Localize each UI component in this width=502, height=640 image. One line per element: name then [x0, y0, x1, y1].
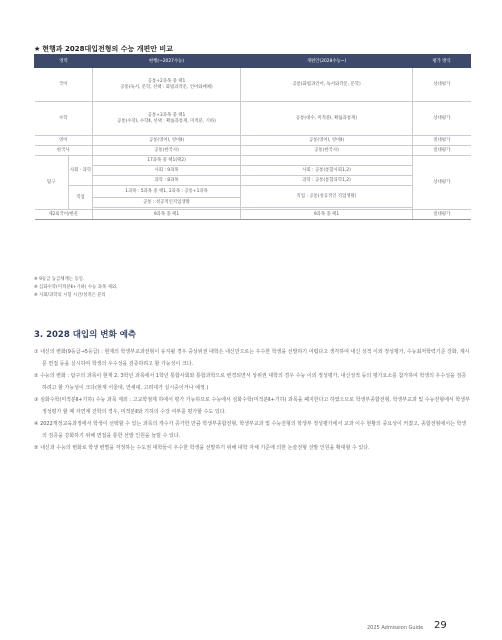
- eval-cell: 절대평가: [413, 136, 471, 146]
- table-row-inquiry-2: [35, 166, 471, 176]
- new-cell: 직업 : 공통(성공적인 직업생활): [241, 186, 413, 208]
- table-row-inquiry-3: [35, 176, 471, 186]
- eval-cell: 절대평가: [413, 146, 471, 156]
- section-heading: 3. 2028 대입의 변화 예측: [34, 330, 137, 340]
- current-cell: 1과목 : 5과목 중 택1, 2과목 : 공통+1과목: [93, 186, 241, 198]
- star-icon: ★: [34, 45, 41, 53]
- note-line: ※ 9등급 등급체계는 동일.: [34, 277, 85, 282]
- table-row-inquiry-4: [35, 186, 471, 198]
- prediction-list: [34, 346, 470, 454]
- current-cell: [93, 68, 241, 102]
- eval-cell: 상대평가: [413, 156, 471, 210]
- header-new: 개편안(2028수능~): [241, 55, 413, 68]
- area-cell: 제2외국어/한문: [35, 210, 93, 220]
- current-cell: 공통(한국사): [93, 146, 241, 156]
- new-cell: [241, 156, 413, 166]
- header-current: 현행(~2027수능): [93, 55, 241, 68]
- new-cell: 사회 : 공통(통합사회1,2): [241, 166, 413, 176]
- current-cell: 17과목 중 택1(택2): [93, 156, 241, 166]
- comparison-table: [34, 54, 471, 220]
- area-cell: 영어: [35, 136, 93, 146]
- current-cell: 공통 : 성공적인직업생활: [93, 198, 241, 208]
- page-number: 29: [434, 620, 447, 631]
- new-cell: 공통(대수, 미적분Ⅰ, 확률과통계): [241, 102, 413, 136]
- table-section-title: [34, 44, 173, 54]
- prediction-item: ④ 2022개정교육과정에서 학생이 선택할 수 있는 과목의 개수가 증가한 만큼 학생부종합전형, 학생부교과 및 수능전형의 학생부 정성평가에서 교과 이수 현황의 중요성이 커졌고, 종합전형에서는 학생의 검증을 강화하기 위해 면접을 통한 선발 인원을 늘릴 수 있다.: [34, 421, 467, 439]
- area-cell: 탐구: [35, 156, 69, 210]
- sub-area-cell: 직업: [69, 186, 93, 210]
- table-notes: [34, 276, 118, 300]
- new-cell: 9과목 중 택1: [241, 210, 413, 220]
- table-row-english: [35, 136, 471, 146]
- current-line: 공통(수학Ⅰ, 수학Ⅱ, 선택 : 확률과통계, 미적분, 기하): [117, 118, 216, 124]
- table-row-korean: [35, 68, 471, 102]
- current-line: 공통+2과목 중 택1: [147, 78, 186, 84]
- prediction-item: ⑤ 내신과 수능의 변화로 학생 변별을 걱정하는 수도권 대학들이 우수한 학생을 선발하기 위해 대학 자체 기준에 의한 논술전형 선발 인원을 확대할 수 있다.: [34, 445, 370, 451]
- current-cell: 과학 : 8과목: [93, 176, 241, 186]
- note-line: ※ 심화수학(미적분Ⅱ+기하) 수능 과목 제외.: [34, 285, 118, 290]
- new-cell: 공통(영어Ⅰ, 영어Ⅱ): [241, 136, 413, 146]
- prediction-item: ③ 심화수학(미적분Ⅱ+기하) 수능 과목 제외 : 고교학점제 하에서 평가 가능하므로 수능에서 심화수학(미적분Ⅱ+기하) 과목을 폐지한다고 하였으므로 학생부종합전형, 학생부교과 및 수능전형에서 학생부 정성평가 할 때 자연계 진학의 경우, 미적분Ⅱ와 기하의 수강 여부를 평가할 수도 있다.: [34, 397, 470, 415]
- current-cell: [93, 102, 241, 136]
- table-row-foreign: [35, 210, 471, 220]
- new-cell: 공통(화법과언어, 독서와작문, 문학): [241, 68, 413, 102]
- current-line: 공통(독서, 문학, 선택 : 화법과작문, 언어와매체): [120, 84, 213, 90]
- eval-cell: 상대평가: [413, 68, 471, 102]
- table-header-row: [35, 55, 471, 68]
- section-title-text: 현행과 2028대입전형의 수능 개편안 비교: [42, 45, 173, 53]
- area-cell: 국어: [35, 68, 93, 102]
- eval-cell: 절대평가: [413, 210, 471, 220]
- footer-guide-title: 2025 Admission Guide: [367, 625, 424, 631]
- table-row-inquiry-1: [35, 156, 471, 166]
- new-cell: 과학 : 공통(통합과학1,2): [241, 176, 413, 186]
- area-cell: 한국사: [35, 146, 93, 156]
- current-cell: 사회 : 9과목: [93, 166, 241, 176]
- note-line: ※ 사회/과학의 시험 시간/성적은 분리: [34, 293, 106, 298]
- table-row-history: [35, 146, 471, 156]
- eval-cell: 상대평가: [413, 102, 471, 136]
- sub-area-cell: 사회 · 과학: [69, 156, 93, 186]
- header-area: 영역: [35, 55, 93, 68]
- current-cell: 9과목 중 택1: [93, 210, 241, 220]
- current-line: 공통+3과목 중 택1: [147, 112, 186, 118]
- new-cell: 공통(한국사): [241, 146, 413, 156]
- area-cell: 수학: [35, 102, 93, 136]
- prediction-item: ① 내신의 변화(9등급→5등급) : 현재의 학생부교과전형이 유지될 경우 중상위권 대학은 내신만으로는 우수한 학생을 선발하기 어렵다고 생각하여 내신 성적 이외 정성평가, 수능최저학력기준 강화, 제시문 면접 등을 실시하여 학생의 우수성을 검증하려고 할 가능성이 크다.: [34, 349, 470, 367]
- current-cell: 공통(영어Ⅰ, 영어Ⅱ): [93, 136, 241, 146]
- prediction-item: ② 수능의 변화 : 탐구의 과목이 현재 2, 3학년 과목에서 1학년 통합사회와 통합과학으로 변경되면서 상위권 대학의 경우 수능 이외 정성평가, 내신성적 등의 평가요소를 참가하여 학생의 우수성을 검증하려고 할 가능성이 크다(현재 서울대, 연세대, 고려대가 실시중이거나 예정.): [34, 373, 467, 391]
- table-row-math: [35, 102, 471, 136]
- header-eval: 평가 방식: [413, 55, 471, 68]
